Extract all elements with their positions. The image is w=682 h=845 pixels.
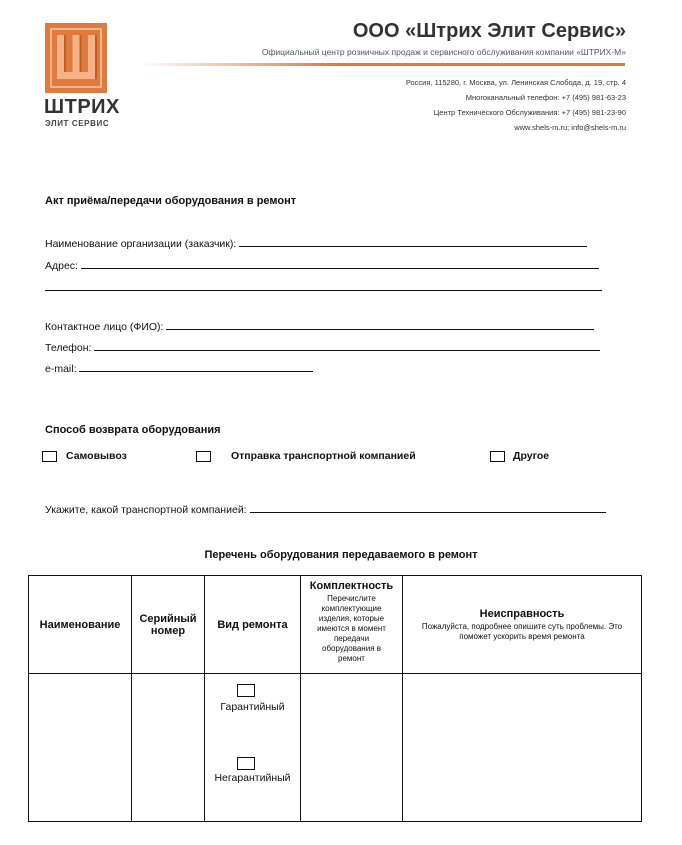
contact-input[interactable]	[166, 320, 594, 330]
pickup-label: Самовывоз	[66, 450, 127, 462]
other-checkbox[interactable]	[490, 451, 505, 462]
equipment-title: Перечень оборудования передаваемого в ремонт	[204, 549, 478, 561]
transport-checkbox[interactable]	[196, 451, 211, 462]
org-field	[45, 237, 587, 250]
logo-subtitle: ЭЛИТ СЕРВИС	[45, 119, 110, 128]
logo-mark-icon	[45, 23, 107, 93]
col-header-name: Наименование	[29, 576, 132, 674]
contact-field	[45, 320, 594, 333]
warranty-label: Гарантийный	[220, 701, 285, 713]
table-row	[29, 674, 642, 822]
fault-note: Пожалуйста, подробнее опишите суть проблемы. Это поможет ускорить время ремонта	[421, 621, 623, 641]
transport-label: Отправка транспортной компанией	[231, 450, 416, 462]
org-label: Наименование организации (заказчик):	[45, 238, 237, 250]
col-header-fault: Неисправность Пожалуйста, подробнее опишите суть проблемы. Это поможет ускорить время ремонта	[403, 576, 642, 674]
transport-company-input[interactable]	[250, 503, 606, 513]
transport-company-label: Укажите, какой транспортной компанией:	[45, 504, 247, 516]
transport-company-field	[45, 503, 606, 516]
org-input[interactable]	[239, 237, 587, 247]
phone-label: Телефон:	[45, 342, 92, 354]
email-field	[45, 362, 313, 375]
other-label: Другое	[513, 450, 550, 462]
non-warranty-label: Негарантийный	[214, 772, 291, 784]
email-label: e-mail:	[45, 363, 77, 375]
company-phone: Многоканальный телефон: +7 (495) 981-63-23	[465, 93, 626, 102]
warranty-checkbox[interactable]	[237, 684, 255, 697]
phone-input[interactable]	[94, 341, 600, 351]
company-tagline: Официальный центр розничных продаж и сервисного обслуживания компании «ШТРИХ-М»	[261, 47, 626, 57]
contact-label: Контактное лицо (ФИО):	[45, 321, 164, 333]
address-field	[45, 259, 599, 272]
completeness-note: Перечислите комплектующие изделия, которые имеются в момент передачи оборудования в ремонт	[317, 594, 386, 663]
name-cell[interactable]	[29, 674, 132, 822]
serial-cell[interactable]	[132, 674, 205, 822]
company-logo	[45, 23, 107, 93]
col-header-repair-type: Вид ремонта	[205, 576, 301, 674]
company-address: Россия, 115280, г. Москва, ул. Ленинская Слобода, д. 19, стр. 4	[405, 78, 626, 87]
address-input[interactable]	[81, 259, 599, 269]
form-title: Акт приёма/передачи оборудования в ремонт	[45, 195, 297, 207]
email-input[interactable]	[79, 362, 313, 372]
address-label: Адрес:	[45, 260, 78, 272]
equipment-header-row	[29, 576, 642, 674]
service-phone: Центр Технического Обслуживания: +7 (495) 981-23-90	[433, 108, 626, 117]
fault-cell[interactable]	[403, 674, 642, 822]
repair-type-cell	[205, 674, 301, 822]
non-warranty-checkbox[interactable]	[237, 757, 255, 770]
logo-name: ШТРИХ	[44, 96, 120, 118]
phone-field	[45, 341, 600, 354]
completeness-cell[interactable]	[301, 674, 403, 822]
return-method-title: Способ возврата оборудования	[45, 424, 221, 436]
address-input-line-2[interactable]	[45, 290, 602, 291]
equipment-table	[28, 575, 642, 822]
company-title: ООО «Штрих Элит Сервис»	[352, 20, 626, 42]
col-header-serial: Серийный номер	[132, 576, 205, 674]
pickup-checkbox[interactable]	[42, 451, 57, 462]
col-header-completeness: Комплектность Перечислите комплектующие изделия, которые имеются в момент передачи оборудования в ремонт	[301, 576, 403, 674]
company-web: www.shels-m.ru; info@shels-m.ru	[514, 123, 626, 132]
header-accent-line	[140, 63, 625, 66]
